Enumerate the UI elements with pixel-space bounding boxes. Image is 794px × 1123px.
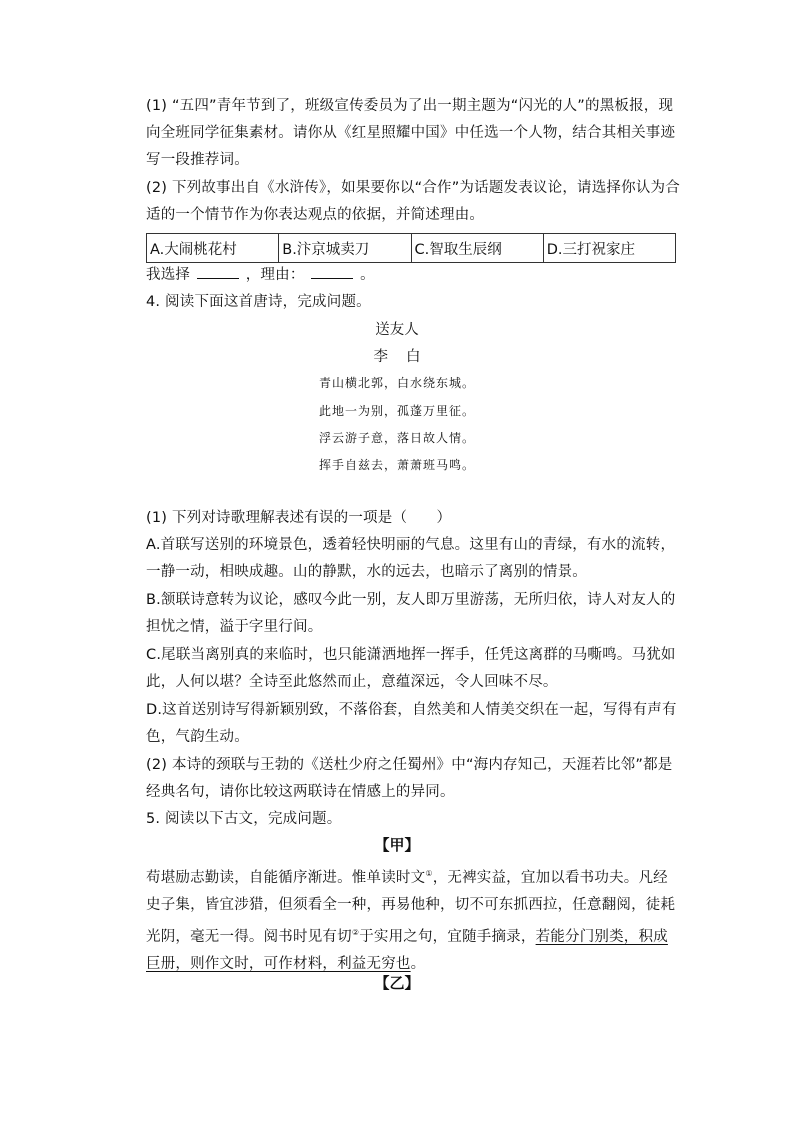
poem-line: 浮云游子意，落日故人情。 xyxy=(318,431,475,445)
q3-answer-line xyxy=(146,262,681,289)
q5-passage-jia xyxy=(146,860,681,978)
q4-option-b: B.颔联诗意转为议论，感叹今此一别，友人即万里游荡，无所归依，诗人对友人的担忧之情，溢于字里行间。 xyxy=(146,592,676,635)
q3-option-c: C.智取生辰纲 xyxy=(411,234,543,263)
q4-intro: 4. 阅读下面这首唐诗，完成问题。 xyxy=(146,294,371,310)
choose-end: 。 xyxy=(360,267,375,283)
heading-jia: 【甲】 xyxy=(374,836,420,854)
poem-line: 挥手自兹去，萧萧班马鸣。 xyxy=(318,458,475,472)
q4-option-d: D.这首送别诗写得新颖别致，不落俗套，自然美和人情美交织在一起，写得有声有色，气韵生动。 xyxy=(146,702,677,745)
poem-author: 李白 xyxy=(373,349,439,365)
footnote-marker: ① xyxy=(425,869,433,878)
choice-blank[interactable] xyxy=(197,264,239,279)
q3-option-d: D.三打祝家庄 xyxy=(543,234,675,263)
poem-line: 此地一为别，孤蓬万里征。 xyxy=(318,404,475,418)
underlined-sentence: 若能分门别类，积成巨册，则作文时，可作材料，利益无穷也 xyxy=(146,928,668,972)
passage-text: 苟堪励志勤读，自能循序渐进。惟单读时文 xyxy=(146,869,426,886)
q4-option-c: C.尾联当离别真的来临时，也只能潇洒地挥一挥手，任凭这离群的马嘶鸣。马犹如此，人何以堪？全诗至此悠然而止，意蕴深远，令人回味不尽。 xyxy=(146,647,676,690)
q3-part2: (2) 下列故事出自《水浒传》，如果要你以“合作”为话题发表议论，请选择你认为合适的一个情节作为你表达观点的依据，并简述理由。 xyxy=(146,180,680,223)
q3-option-a: A.大闹桃花村 xyxy=(147,234,279,263)
q3-part1: (1) “五四”青年节到了，班级宣传委员为了出一期主题为“闪光的人”的黑板报，现向全班同学征集素材。请你从《红星照耀中国》中任选一个人物，结合其相关事迹写一段推荐词。 xyxy=(146,98,676,168)
q3-options-table xyxy=(146,233,676,263)
footnote-marker: ② xyxy=(351,927,360,937)
choose-mid: ，理由： xyxy=(245,267,305,283)
passage-text: ，无裨实益，宜加以看书功夫。凡经史子集，皆宜涉猎，但须看全一种，再易他种，切不可东抓西拉，任意翻阅，徒耗光阴，毫无一得。阅书时见有切 xyxy=(146,869,676,945)
heading-yi: 【乙】 xyxy=(374,974,420,992)
q4-option-a: A.首联写送别的环境景色，透着轻快明丽的气息。这里有山的青绿，有水的流转，一静一动，相映成趣。山的静默，水的远去，也暗示了离别的情景。 xyxy=(146,537,676,580)
q4-sub1: (1) 下列对诗歌理解表述有误的一项是（ ） xyxy=(146,510,452,526)
q3-option-b: B.汴京城卖刀 xyxy=(279,234,411,263)
poem-line: 青山横北郭，白水绕东城。 xyxy=(318,376,475,390)
choose-prefix: 我选择 xyxy=(146,267,191,283)
q4-sub2: (2) 本诗的颈联与王勃的《送杜少府之任蜀州》中“海内存知己，天涯若比邻”都是经典名句，请你比较这两联诗在情感上的异同。 xyxy=(146,757,673,800)
passage-text: 。 xyxy=(410,955,426,972)
reason-blank[interactable] xyxy=(311,264,353,279)
passage-text: 于实用之句，宜随手摘录， xyxy=(359,928,536,945)
poem-title: 送友人 xyxy=(375,322,419,338)
q5-intro: 5. 阅读以下古文，完成问题。 xyxy=(146,811,342,827)
